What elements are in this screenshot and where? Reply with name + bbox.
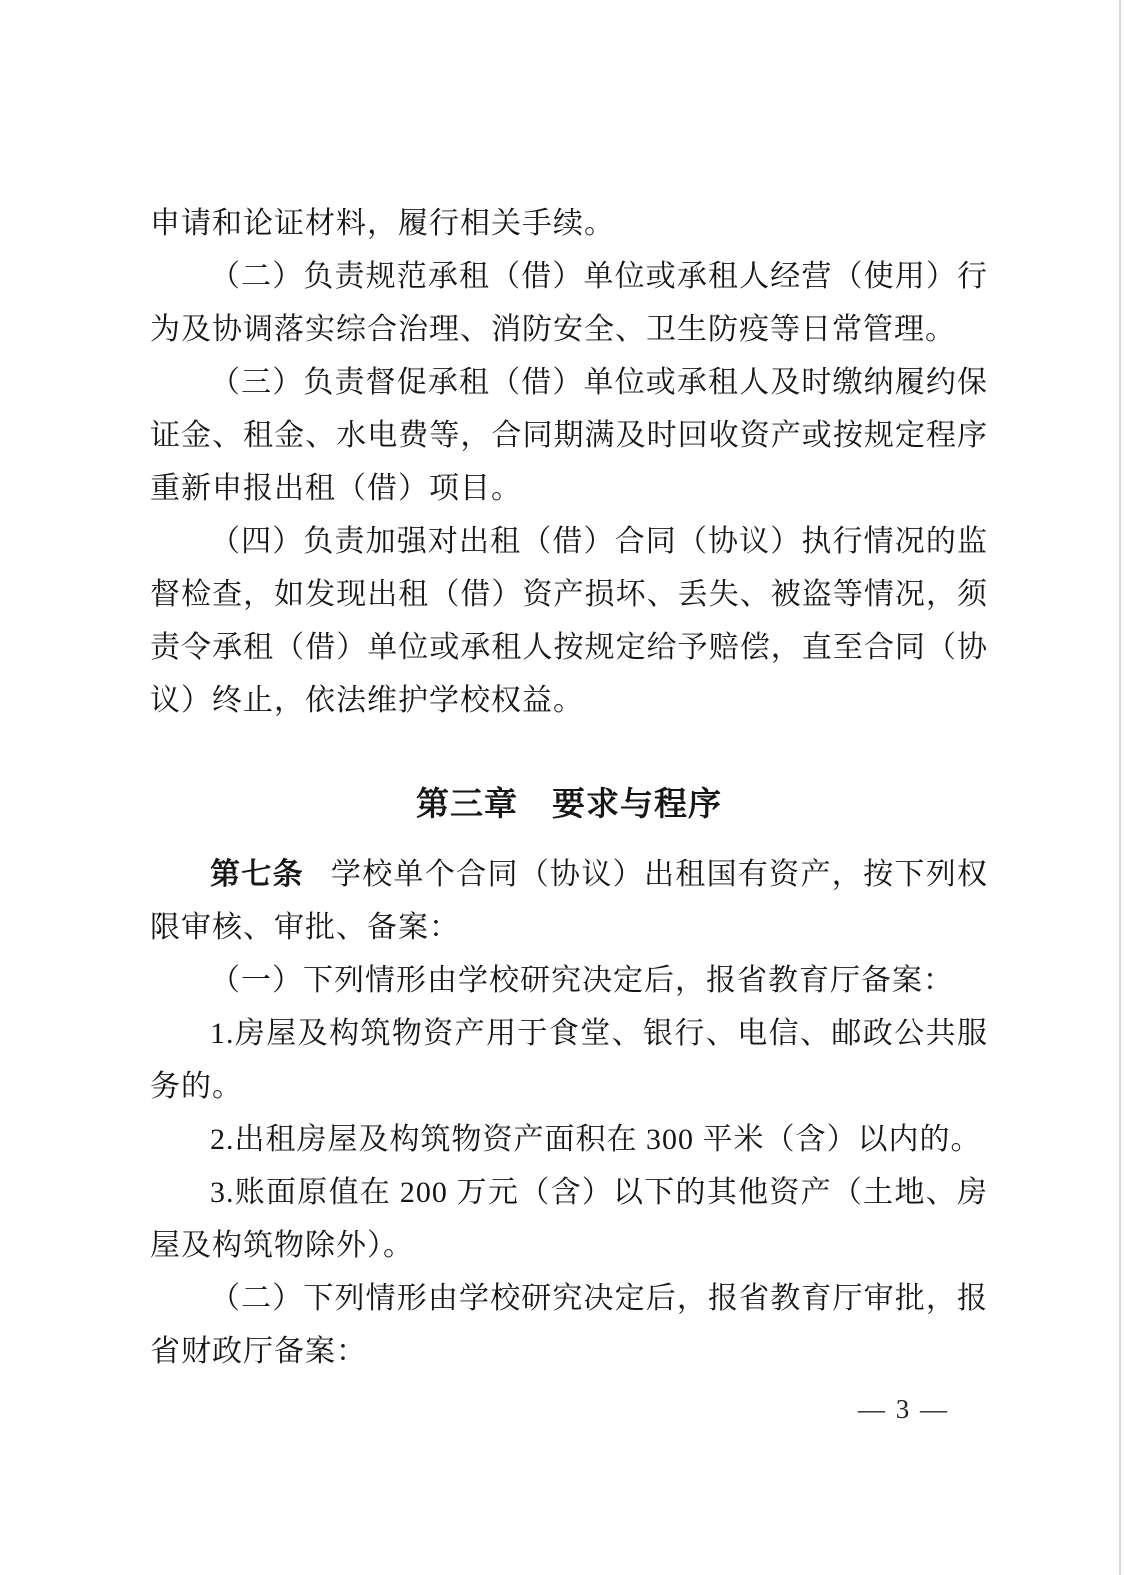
paragraph-numbered-3: 3.账面原值在 200 万元（含）以下的其他资产（土地、房屋及构筑物除外）。	[150, 1176, 988, 1262]
article-number: 第七条	[210, 858, 304, 891]
article-paragraph	[150, 848, 988, 954]
paragraph-item-2: （二）负责规范承租（借）单位或承租人经营（使用）行为及协调落实综合治理、消防安全、卫生防疫等日常管理。	[150, 260, 988, 346]
scan-edge-artifact	[1119, 0, 1121, 1575]
paragraph-item-4: （四）负责加强对出租（借）合同（协议）执行情况的监督检查，如发现出租（借）资产损坏、丢失、被盗等情况，须责令承租（借）单位或承租人按规定给予赔偿，直至合同（协议）终止，依法维护学校权益。	[150, 525, 988, 717]
page-number: — 3 —	[858, 1394, 949, 1424]
paragraph-subitem-2: （二）下列情形由学校研究决定后，报省教育厅审批，报省财政厅备案：	[150, 1282, 988, 1368]
paragraph-numbered-2: 2.出租房屋及构筑物资产面积在 300 平米（含）以内的。	[210, 1123, 982, 1156]
article-text: 学校单个合同（协议）出租国有资产，按下列权限审核、审批、备案：	[150, 858, 989, 944]
chapter-heading: 第三章 要求与程序	[416, 787, 722, 823]
paragraph-numbered-1: 1.房屋及构筑物资产用于食堂、银行、电信、邮政公共服务的。	[150, 1017, 988, 1103]
paragraph-subitem-1: （一）下列情形由学校研究决定后，报省教育厅备案：	[210, 964, 954, 997]
paragraph-item-3: （三）负责督促承租（借）单位或承租人及时缴纳履约保证金、租金、水电费等，合同期满及时回收资产或按规定程序重新申报出租（借）项目。	[150, 366, 988, 505]
document-body	[150, 197, 988, 1378]
paragraph-continuation: 申请和论证材料，履行相关手续。	[150, 207, 615, 240]
